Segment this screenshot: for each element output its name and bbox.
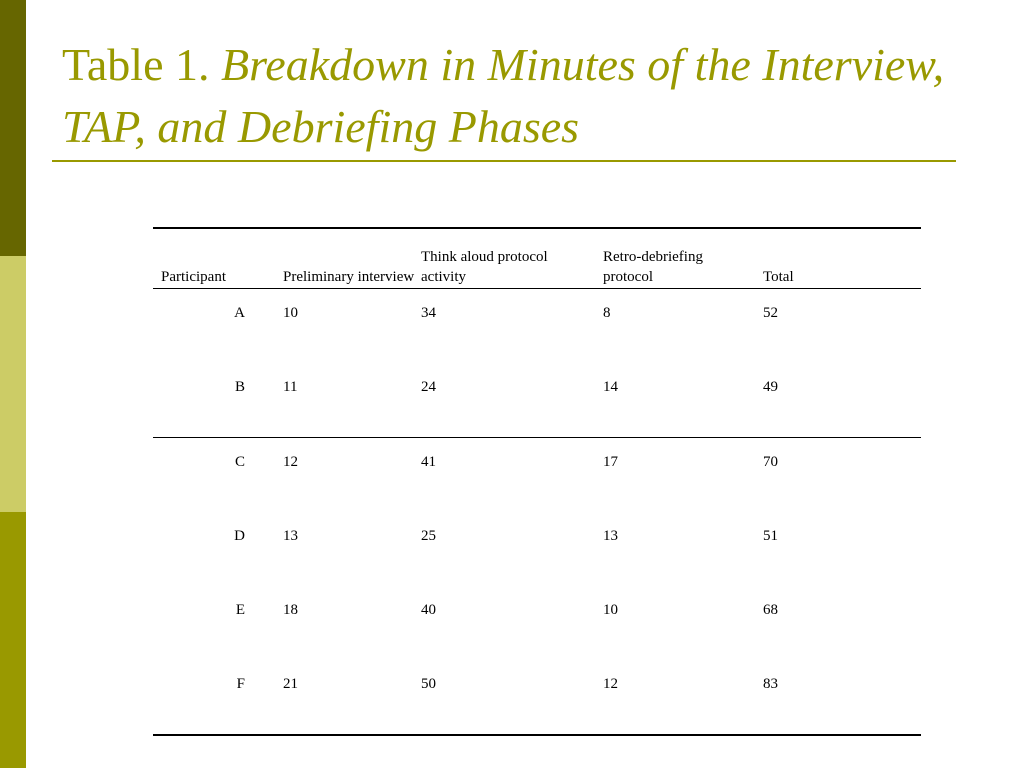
header-participant: Participant	[153, 228, 253, 289]
title-prefix: Table 1.	[62, 39, 210, 90]
title-rule	[52, 160, 956, 162]
table-row	[153, 363, 921, 438]
cell-total: 49	[763, 363, 921, 438]
cell-retro: 14	[603, 363, 763, 438]
header-retro-line1: Retro-debriefing	[603, 249, 703, 265]
header-row	[153, 228, 921, 289]
cell-participant: B	[153, 363, 253, 438]
slide-title	[62, 34, 962, 158]
cell-total: 52	[763, 305, 778, 321]
header-retro-line2: protocol	[603, 269, 653, 285]
header-retro	[603, 228, 763, 289]
cell-total: 70	[763, 454, 778, 470]
cell-retro: 8	[603, 305, 611, 321]
title-line1: Breakdown in Minutes of the Interview,	[221, 39, 945, 90]
table-row	[153, 660, 921, 735]
cell-retro: 12	[603, 676, 618, 692]
side-band-olive	[0, 512, 26, 768]
cell-preliminary: 11	[253, 363, 421, 438]
cell-tap: 24	[421, 363, 603, 438]
cell-preliminary: 21	[283, 676, 298, 692]
table-row	[153, 438, 921, 513]
cell-participant: A	[234, 305, 245, 321]
cell-tap: 25	[421, 528, 436, 544]
title-line2: TAP, and Debriefing Phases	[62, 101, 580, 152]
header-tap-line1: Think aloud protocol	[421, 249, 548, 265]
header-preliminary: Preliminary interview	[253, 228, 421, 289]
cell-total: 68	[763, 602, 778, 618]
header-tap-line2: activity	[421, 269, 466, 285]
cell-participant: D	[234, 528, 245, 544]
cell-retro: 13	[603, 528, 618, 544]
cell-participant: E	[235, 602, 245, 618]
cell-preliminary: 18	[283, 602, 298, 618]
cell-participant: F	[236, 676, 245, 692]
table-row	[153, 289, 921, 364]
cell-preliminary: 13	[283, 528, 298, 544]
cell-tap: 40	[421, 602, 436, 618]
side-band-dark	[0, 0, 26, 256]
cell-preliminary: 12	[283, 454, 298, 470]
cell-preliminary: 10	[283, 305, 298, 321]
table-row	[153, 512, 921, 586]
cell-tap: 34	[421, 305, 436, 321]
cell-retro: 10	[603, 602, 618, 618]
cell-participant: C	[234, 454, 245, 470]
cell-total: 51	[763, 528, 778, 544]
cell-tap: 50	[421, 676, 436, 692]
side-band-light	[0, 256, 26, 512]
cell-total: 83	[763, 676, 778, 692]
cell-tap: 41	[421, 454, 436, 470]
header-tap	[421, 228, 603, 289]
minutes-table	[153, 227, 921, 736]
cell-retro: 17	[603, 454, 618, 470]
table-row	[153, 586, 921, 660]
header-total: Total	[763, 228, 921, 289]
